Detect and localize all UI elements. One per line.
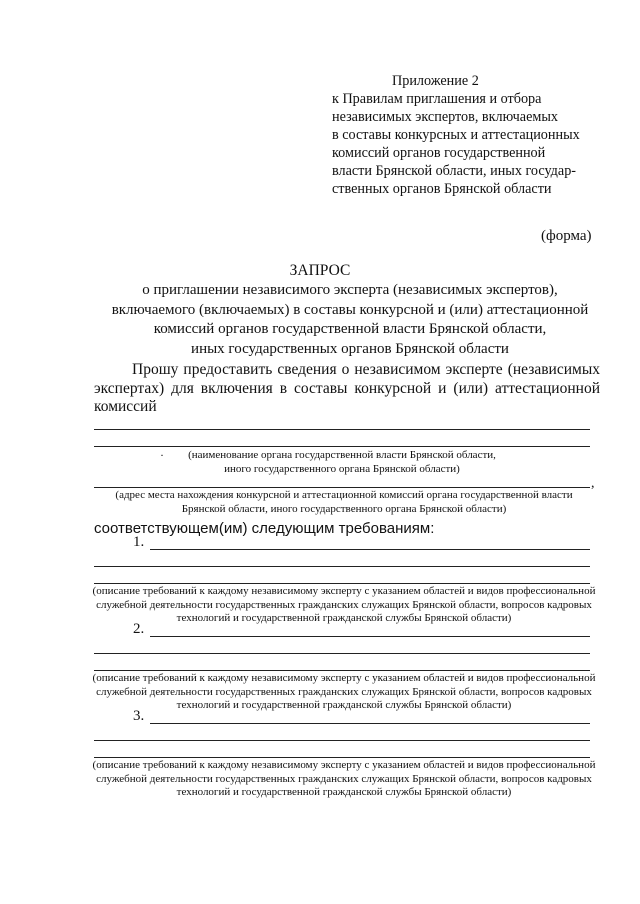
- request-paragraph: [94, 361, 600, 417]
- comma-mark: ,: [591, 476, 595, 491]
- stray-dot: ·: [160, 448, 164, 462]
- caption-line: служебной деятельности государственных гражданских служащих Брянской области, вопросов кадровых: [96, 685, 592, 698]
- caption-line: служебной деятельности государственных гражданских служащих Брянской области, вопросов кадровых: [96, 598, 592, 611]
- form-label: (форма): [541, 228, 592, 244]
- caption-line: (наименование органа государственной власти Брянской области,: [188, 449, 496, 461]
- requirement-number: 2.: [133, 621, 145, 637]
- caption-line: (описание требований к каждому независимому эксперту с указанием областей и видов профессиональной: [92, 672, 596, 684]
- caption-line: служебной деятельности государственных гражданских служащих Брянской области, вопросов кадровых: [96, 772, 592, 785]
- requirements-intro: соответствующем(им) следующим требованиям:: [94, 520, 435, 537]
- appendix-line: комиссий органов государственной: [332, 145, 546, 161]
- organ-name-line[interactable]: [94, 429, 590, 430]
- requirement-line[interactable]: [94, 566, 590, 567]
- appendix-line: в составы конкурсных и аттестационных: [332, 127, 580, 143]
- requirement-number: 1.: [133, 534, 145, 550]
- request-line: Прошу предоставить сведения о независимом эксперте (независимых: [132, 361, 600, 378]
- subtitle-line: иных государственных органов Брянской области: [191, 340, 509, 357]
- appendix-heading: Приложение 2: [392, 73, 479, 89]
- requirement-number: 3.: [133, 708, 145, 724]
- address-caption: [94, 489, 594, 516]
- appendix-block: [332, 72, 612, 198]
- organ-name-line[interactable]: [94, 446, 590, 447]
- request-line: экспертах) для включения в составы конкурсной и (или) аттестационной: [94, 379, 600, 397]
- caption-line: технологий и государственной гражданской службы Брянской области): [176, 786, 512, 798]
- requirement-line[interactable]: [94, 583, 590, 584]
- requirement-caption: [92, 585, 596, 626]
- caption-line: Брянской области, иного государственного органа Брянской области): [181, 502, 507, 515]
- requirement-line[interactable]: [150, 636, 590, 637]
- requirement-caption: [92, 672, 596, 713]
- requirement-caption: [92, 759, 596, 800]
- caption-line: иного государственного органа Брянской области): [224, 462, 460, 475]
- requirement-line[interactable]: [94, 757, 590, 758]
- appendix-line: к Правилам приглашения и отбора: [332, 91, 542, 107]
- appendix-line: власти Брянской области, иных государ-: [332, 163, 577, 179]
- subtitle-line: комиссий органов государственной власти Брянской области,: [153, 321, 547, 337]
- appendix-line: независимых экспертов, включаемых: [332, 109, 558, 125]
- caption-line: (описание требований к каждому независимому эксперту с указанием областей и видов профессиональной: [92, 759, 596, 771]
- requirement-line[interactable]: [94, 740, 590, 741]
- caption-line: технологий и государственной гражданской службы Брянской области): [176, 699, 512, 711]
- document-subtitle: [90, 281, 610, 359]
- organ-caption: [94, 449, 590, 476]
- requirement-line[interactable]: [150, 723, 590, 724]
- caption-line: (адрес места нахождения конкурсной и аттестационной комиссий органа государственной власти: [115, 489, 573, 501]
- subtitle-line: о приглашении независимого эксперта (независимых экспертов),: [142, 282, 558, 298]
- appendix-line: ственных органов Брянской области: [332, 181, 552, 197]
- request-line: комиссий: [94, 398, 157, 415]
- requirement-line[interactable]: [94, 670, 590, 671]
- subtitle-line: включаемого (включаемых) в составы конкурсной и (или) аттестационной: [111, 301, 589, 318]
- requirement-line[interactable]: [150, 549, 590, 550]
- address-line[interactable]: [94, 487, 590, 488]
- document-title: ЗАПРОС: [289, 262, 351, 279]
- caption-line: технологий и государственной гражданской службы Брянской области): [176, 612, 512, 624]
- requirement-line[interactable]: [94, 653, 590, 654]
- caption-line: (описание требований к каждому независимому эксперту с указанием областей и видов профессиональной: [92, 585, 596, 597]
